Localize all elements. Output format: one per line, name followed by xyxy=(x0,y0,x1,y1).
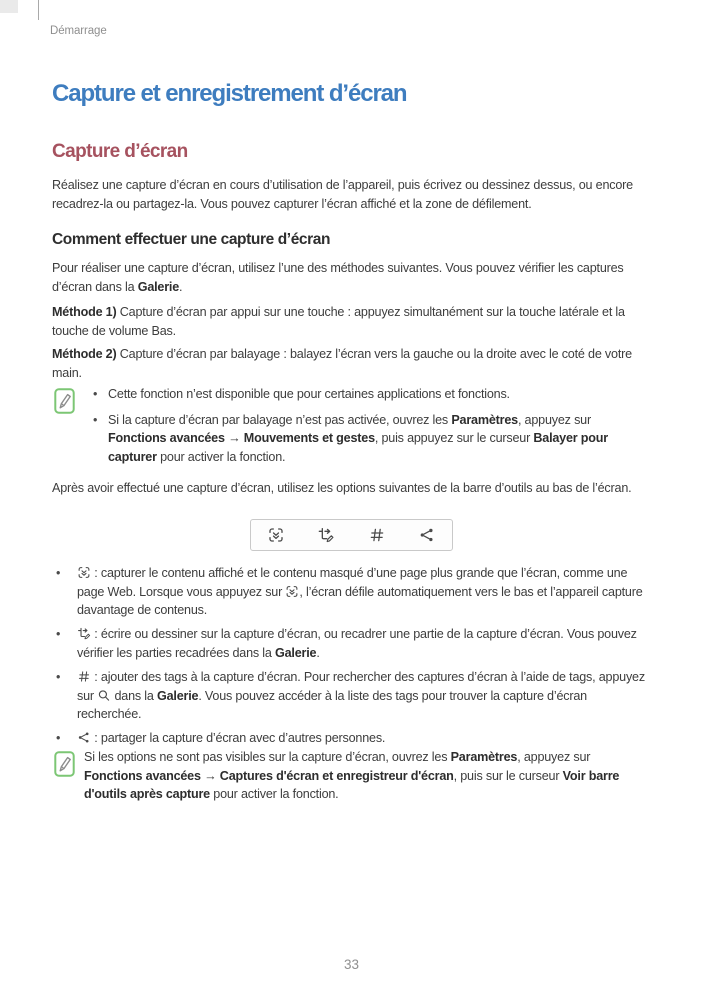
scroll-capture-icon xyxy=(285,585,299,598)
note-list xyxy=(92,385,648,473)
breadcrumb: Démarrage xyxy=(50,25,107,37)
section-intro: Réalisez une capture d’écran en cours d’utilisation de l’appareil, puis écrivez ou dessinez dessus, ou encore recadrez-la ou partagez-la. Vous pouvez capturer l’écran affiché et la zone de défilement. xyxy=(52,178,633,211)
share-icon xyxy=(77,731,91,744)
list-item: • : capturer le contenu affiché et le contenu masqué d’une page plus grande que l’écran, comme une page Web. Lorsque vous appuyez sur , l’écran défile automatiquement vers le bas et l’appareil capture davantage de contenus. xyxy=(56,564,652,620)
crop-edit-icon xyxy=(77,627,91,640)
note2-text: Si les options ne sont pas visibles sur la capture d’écran, ouvrez les Paramètres, appuyez sur Fonctions avancées → Captures d'écran et enregistreur d'écran, puis sur le curseur Voir barre d'outils après capture pour activer la fonction. xyxy=(84,750,620,802)
corner-artifact xyxy=(0,0,18,13)
page-number: 33 xyxy=(343,957,360,972)
screenshot-toolbar-figure xyxy=(250,519,453,551)
page-title: Capture et enregistrement d’écran xyxy=(52,80,407,107)
subsection-heading: Comment effectuer une capture d’écran xyxy=(52,231,331,248)
note-pencil-icon xyxy=(54,388,75,414)
list-item: • : écrire ou dessiner sur la capture d’écran, ou recadrer une partie de la capture d’écran. Vous pouvez vérifier les parties recadrées dans la Galerie. xyxy=(56,625,652,662)
search-icon xyxy=(97,689,111,702)
note-pencil-icon xyxy=(54,751,75,777)
header-rule xyxy=(38,0,39,20)
share-icon xyxy=(419,527,435,543)
list-item: • : ajouter des tags à la capture d’écran. Pour rechercher des captures d’écran à l’aide de tags, appuyez sur dans la Galerie. Vous pouvez accéder à la liste des tags pour trouver la capture d’écran recherchée. xyxy=(56,668,652,724)
crop-edit-icon xyxy=(318,527,334,543)
methods-intro-paragraph: Pour réaliser une capture d’écran, utilisez l’une des méthodes suivantes. Vous pouvez vérifier les captures d’écran dans la Galerie. xyxy=(52,261,624,294)
hashtag-icon xyxy=(77,670,91,683)
list-item: • : partager la capture d’écran avec d’autres personnes. xyxy=(56,729,652,748)
method1-paragraph: Méthode 1) Capture d’écran par appui sur une touche : appuyez simultanément sur la touche latérale et la touche de volume Bas. xyxy=(52,305,625,338)
scroll-capture-icon xyxy=(268,527,284,543)
options-list xyxy=(56,564,652,753)
hashtag-icon xyxy=(369,527,385,543)
after-capture-paragraph: Après avoir effectué une capture d’écran, utilisez les options suivantes de la barre d’outils au bas de l’écran. xyxy=(52,481,632,495)
note-item: • Cette fonction n’est disponible que pour certaines applications et fonctions. xyxy=(92,385,648,404)
method2-paragraph: Méthode 2) Capture d’écran par balayage : balayez l’écran vers la gauche ou la droite avec le coté de votre main. xyxy=(52,347,632,380)
note-item: • Si la capture d’écran par balayage n’est pas activée, ouvrez les Paramètres, appuyez sur Fonctions avancées → Mouvements et gestes, puis appuyez sur le curseur Balayer pour capturer pour activer la fonction. xyxy=(92,411,648,467)
scroll-capture-icon xyxy=(77,566,91,579)
section-heading: Capture d’écran xyxy=(52,141,188,162)
